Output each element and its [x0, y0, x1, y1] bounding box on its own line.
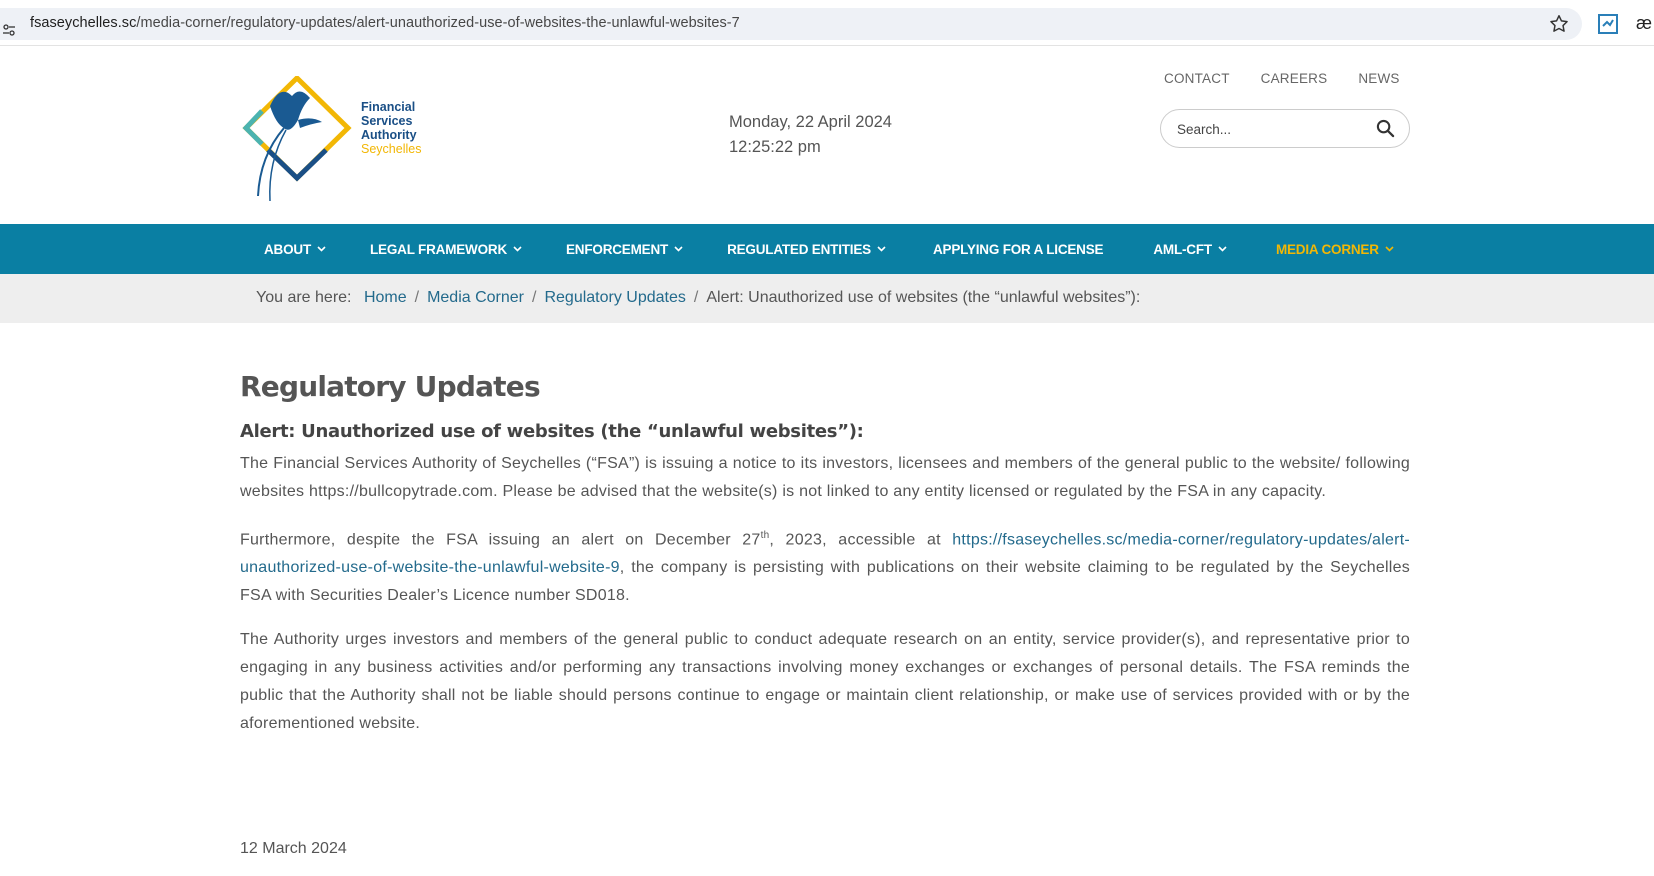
breadcrumb-regulatory-updates[interactable]: Regulatory Updates	[544, 289, 686, 306]
nav-item-applying-for-a-license[interactable]	[933, 242, 1103, 257]
site-header	[0, 46, 1654, 224]
breadcrumb-media-corner[interactable]: Media Corner	[427, 289, 525, 306]
extension-icon[interactable]	[1598, 14, 1618, 34]
article-paragraph-1: The Financial Services Authority of Seychelles (“FSA”) is issuing a notice to its investors, licensees and members of the general public to the website/ following websites https://bullcopytrade.com. Please be advised that the website(s) is not linked to any entity licensed or regulated by the FSA in any capacity.	[240, 455, 1410, 500]
search-input[interactable]	[1175, 120, 1365, 138]
breadcrumb-current: Alert: Unauthorized use of websites (the “unlawful websites”):	[706, 289, 1141, 306]
contact-link[interactable]: CONTACT	[1164, 71, 1230, 86]
nav-item-about[interactable]	[264, 242, 326, 257]
ordinal-suffix: th	[760, 530, 770, 541]
url-host: fsaseychelles.sc	[30, 15, 137, 31]
paragraph-text: , 2023, accessible at	[769, 531, 953, 549]
bookmark-star-icon[interactable]	[1548, 13, 1570, 35]
article-title: Alert: Unauthorized use of websites (the “unlawful websites”):	[240, 421, 864, 442]
article-paragraph-2	[240, 522, 1410, 610]
logo-wordmark	[361, 100, 421, 156]
nav-item-regulated-entities[interactable]	[727, 242, 886, 257]
news-link[interactable]: NEWS	[1358, 71, 1400, 86]
nav-item-label: APPLYING FOR A LICENSE	[932, 241, 1104, 257]
breadcrumb-separator: /	[414, 289, 420, 306]
nav-item-label: REGULATED ENTITIES	[727, 241, 871, 257]
chevron-down-icon	[674, 246, 683, 252]
logo-line-4: Seychelles	[361, 142, 422, 156]
logo-line-2: Services	[361, 114, 413, 128]
main-nav	[0, 224, 1654, 274]
chevron-down-icon	[1385, 246, 1394, 252]
breadcrumb-prefix: You are here:	[256, 289, 352, 306]
nav-item-legal-framework[interactable]	[370, 242, 522, 257]
breadcrumb	[256, 289, 1140, 307]
chevron-down-icon	[317, 246, 326, 252]
chevron-down-icon	[877, 246, 886, 252]
nav-item-label: ENFORCEMENT	[566, 241, 669, 257]
breadcrumb-home[interactable]: Home	[363, 289, 407, 306]
address-bar[interactable]	[0, 8, 1582, 40]
extension-text-icon[interactable]: æ	[1636, 13, 1653, 33]
url-text[interactable]	[30, 15, 740, 31]
url-path: /media-corner/regulatory-updates/alert-unauthorized-use-of-websites-the-unlawful-websites-7	[136, 15, 740, 31]
current-date: Monday, 22 April 2024	[729, 113, 892, 131]
nav-item-enforcement[interactable]	[566, 242, 683, 257]
previous-alert-link[interactable]: https://fsaseychelles.sc/media-corner/regulatory-updates/alert-unauthorized-use-of-website-the-unlawful-website-9	[240, 531, 1411, 577]
top-links	[1164, 71, 1431, 86]
date-time	[729, 110, 892, 160]
logo-line-3: Authority	[361, 128, 417, 142]
nav-item-label: LEGAL FRAMEWORK	[370, 241, 507, 257]
logo-line-1: Financial	[361, 100, 416, 114]
paragraph-text: Furthermore, despite the FSA issuing an alert on December 27	[240, 531, 761, 549]
nav-item-aml-cft[interactable]	[1153, 242, 1227, 257]
nav-items	[264, 224, 1394, 274]
article-paragraph-3: The Authority urges investors and members of the general public to conduct adequate research on an entity, service provider(s), and representative prior to engaging in any business activities and/or performing any transactions involving money exchanges or exchanges of personal details. The FSA reminds the public that the Authority shall not be liable should persons continue to engage or maintain client relationship, or make use of services provided with or by the aforementioned website.	[240, 631, 1410, 733]
breadcrumb-separator: /	[532, 289, 537, 306]
page-title: Regulatory Updates	[240, 370, 540, 403]
nav-item-label: ABOUT	[264, 241, 311, 257]
breadcrumb-bar	[0, 274, 1654, 323]
chevron-down-icon	[1218, 246, 1227, 252]
search-box	[1160, 109, 1410, 148]
current-time: 12:25:22 pm	[729, 138, 821, 156]
breadcrumb-separator: /	[693, 289, 699, 306]
article-content	[240, 370, 1410, 754]
search-icon[interactable]	[1376, 119, 1395, 138]
publication-date: 12 March 2024	[240, 840, 347, 857]
browser-toolbar	[0, 0, 1654, 46]
site-info-icon[interactable]	[3, 24, 15, 36]
chevron-down-icon	[513, 246, 522, 252]
careers-link[interactable]: CAREERS	[1260, 71, 1328, 86]
nav-item-label: MEDIA CORNER	[1275, 241, 1379, 257]
nav-item-media-corner[interactable]	[1276, 242, 1394, 257]
paragraph-text: , the company is persisting with publications on their website claiming to be regulated by the Seychelles FSA with Securities Dealer’s Licence number SD018.	[240, 559, 1410, 605]
nav-item-label: AML-CFT	[1153, 241, 1212, 257]
